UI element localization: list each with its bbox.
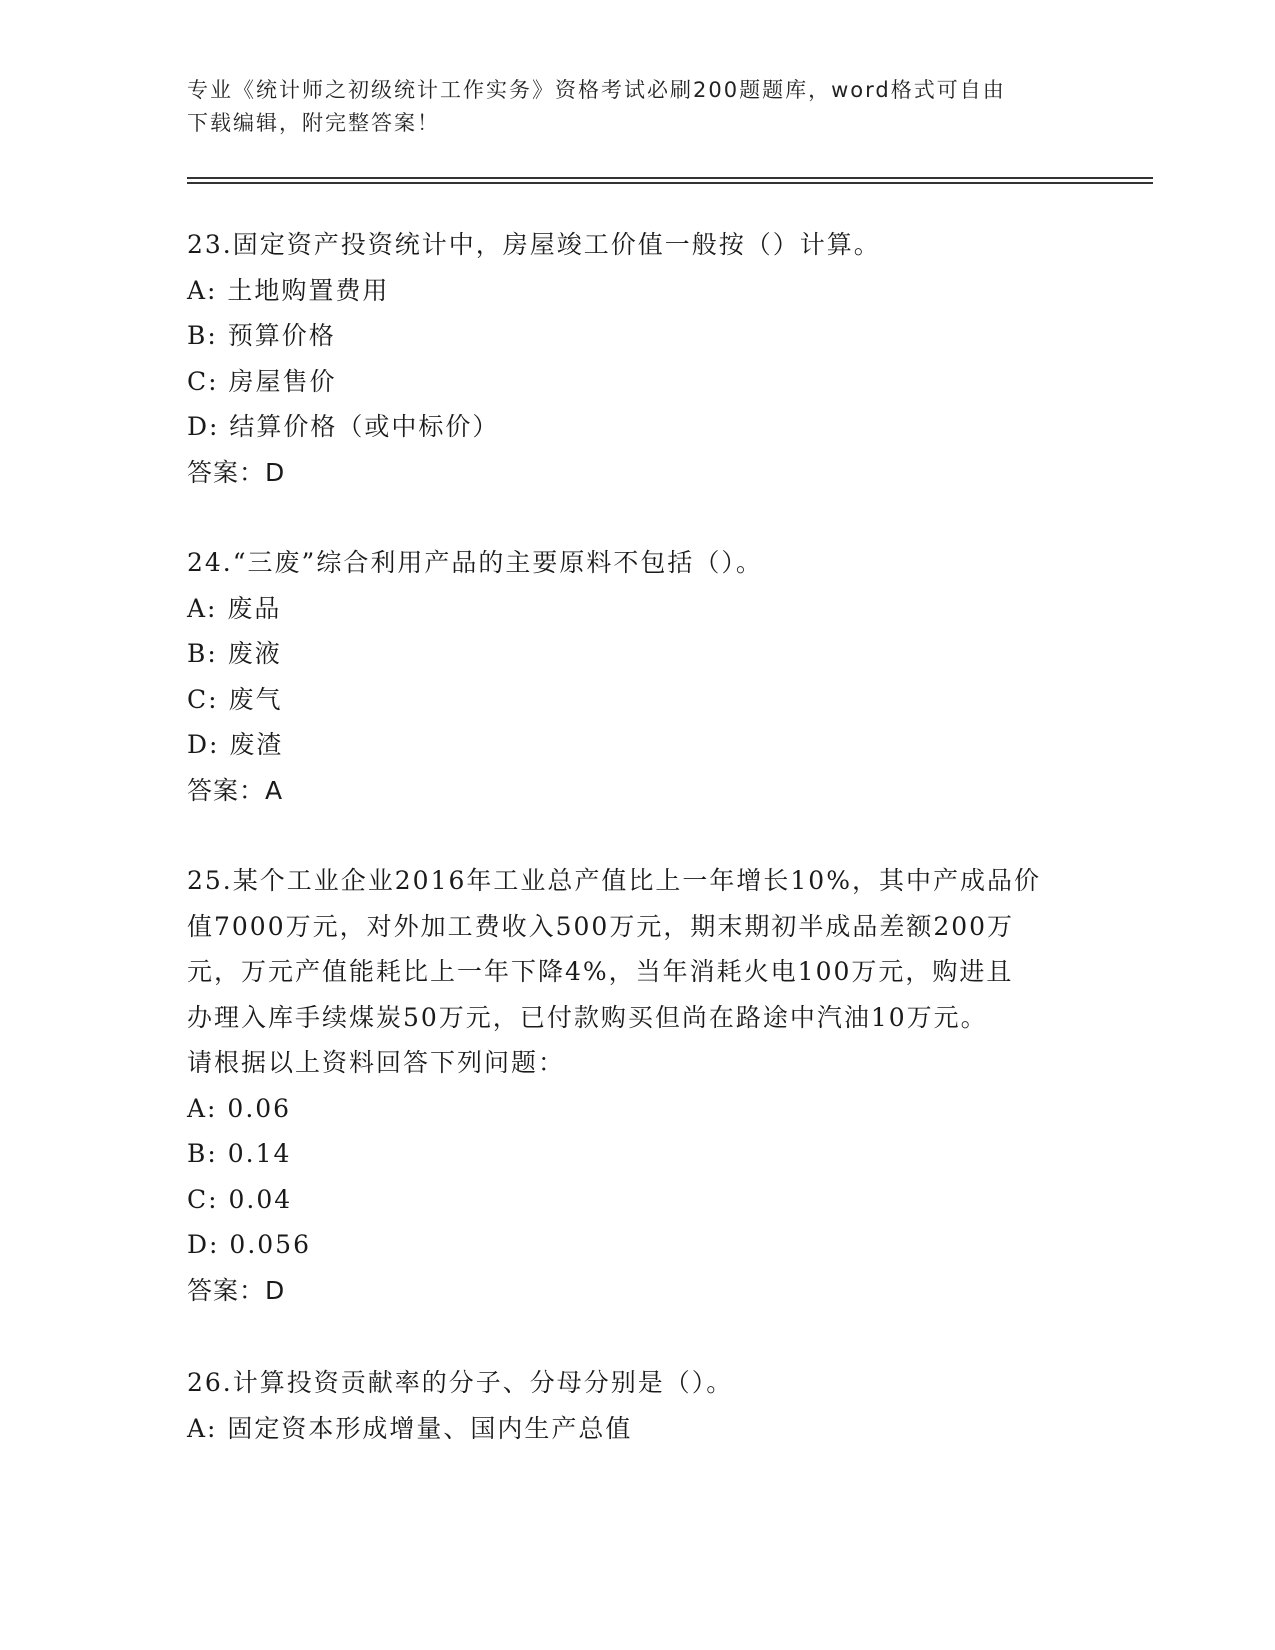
option-d: D: 结算价格（或中标价） <box>187 412 500 441</box>
header-divider-bottom <box>187 182 1153 184</box>
option-b: B: 预算价格 <box>187 321 336 350</box>
option-a: A: 废品 <box>187 593 282 623</box>
question-stem-line: 元，万元产值能耗比上一年下降4%，当年消耗火电100万元，购进且 <box>187 957 1014 986</box>
question-25 <box>187 858 1087 1313</box>
option-d: D: 0.056 <box>187 1230 311 1259</box>
question-stem-line: 值7000万元，对外加工费收入500万元，期末期初半成品差额200万 <box>187 911 1015 941</box>
answer: 答案：A <box>187 775 284 805</box>
option-a: A: 0.06 <box>187 1093 292 1123</box>
question-stem-line: 办理入库手续煤炭50万元，已付款购买但尚在路途中汽油10万元。 <box>187 1002 988 1032</box>
option-b: B: 0.14 <box>187 1139 292 1168</box>
question-24 <box>187 540 1087 813</box>
question-stem-line: 25.某个工业企业2016年工业总产值比上一年增长10%，其中产成品价 <box>187 866 1041 895</box>
question-stem-line: 请根据以上资料回答下列问题： <box>187 1048 566 1077</box>
option-c: C: 房屋售价 <box>187 366 337 396</box>
option-b: B: 废液 <box>187 639 282 668</box>
option-d: D: 废渣 <box>187 730 284 759</box>
question-stem: 26.计算投资贡献率的分子、分母分别是（）。 <box>187 1368 734 1397</box>
option-c: C: 0.04 <box>187 1184 293 1214</box>
answer: 答案：D <box>187 457 286 487</box>
question-stem: 23.固定资产投资统计中，房屋竣工价值一般按（）计算。 <box>187 230 881 259</box>
option-c: C: 废气 <box>187 684 283 714</box>
document-header <box>187 74 1067 140</box>
header-line-2: 下载编辑，附完整答案！ <box>187 111 440 135</box>
option-a: A: 土地购置费用 <box>187 275 390 305</box>
header-divider-top <box>187 177 1153 179</box>
answer: 答案：D <box>187 1275 286 1305</box>
question-stem: 24.“三废”综合利用产品的主要原料不包括（）。 <box>187 548 763 577</box>
option-a: A: 固定资本形成增量、国内生产总值 <box>187 1413 633 1443</box>
question-23 <box>187 222 1087 495</box>
question-26 <box>187 1360 1087 1451</box>
header-line-1: 专业《统计师之初级统计工作实务》资格考试必刷200题题库，word格式可自由 <box>187 78 1006 102</box>
